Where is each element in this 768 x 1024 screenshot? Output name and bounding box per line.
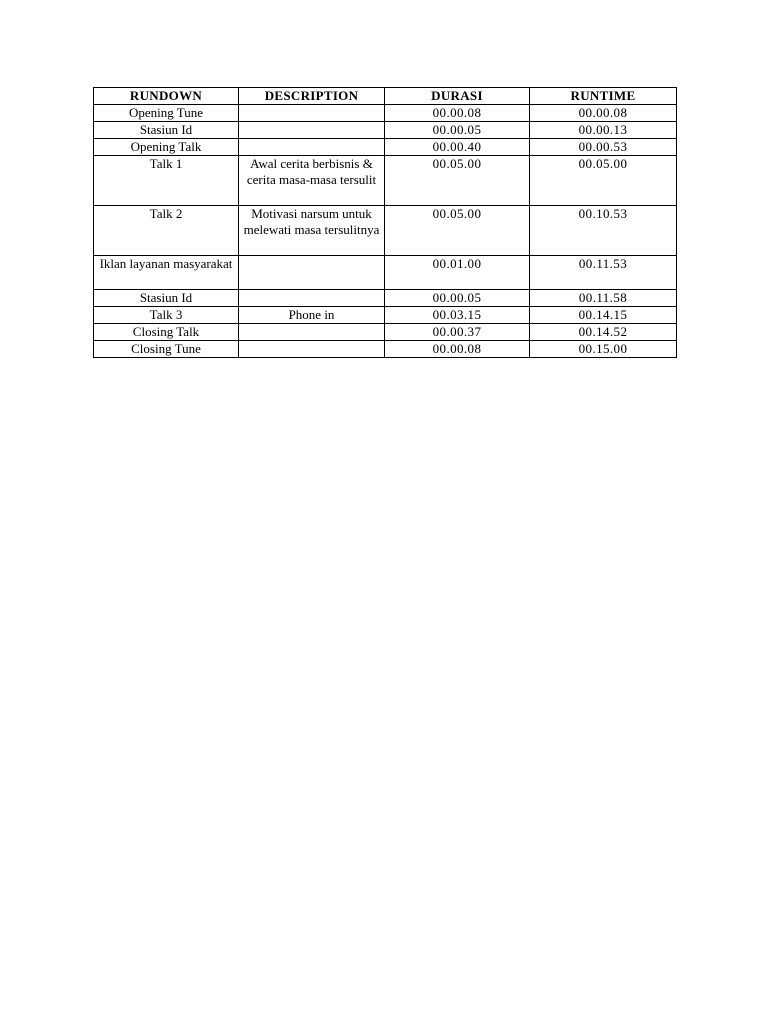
cell-runtime: 00.00.53: [530, 139, 677, 156]
cell-description: Motivasi narsum untuk melewati masa tersulitnya: [239, 206, 385, 256]
table-row: [94, 290, 677, 307]
cell-rundown: Talk 3: [94, 307, 239, 324]
cell-runtime: 00.14.52: [530, 324, 677, 341]
cell-description: [239, 105, 385, 122]
cell-rundown: Closing Tune: [94, 341, 239, 358]
cell-durasi: 00.00.05: [385, 290, 530, 307]
cell-rundown: Iklan layanan masyarakat: [94, 256, 239, 290]
cell-runtime: 00.00.13: [530, 122, 677, 139]
cell-rundown: Opening Tune: [94, 105, 239, 122]
cell-durasi: 00.05.00: [385, 156, 530, 206]
header-rundown: RUNDOWN: [94, 88, 239, 105]
cell-description: [239, 256, 385, 290]
cell-rundown: Talk 1: [94, 156, 239, 206]
cell-durasi: 00.00.37: [385, 324, 530, 341]
cell-runtime: 00.05.00: [530, 156, 677, 206]
cell-durasi: 00.03.15: [385, 307, 530, 324]
cell-runtime: 00.00.08: [530, 105, 677, 122]
cell-description: [239, 324, 385, 341]
table-header-row: [94, 88, 677, 105]
cell-rundown: Stasiun Id: [94, 122, 239, 139]
table-row: [94, 307, 677, 324]
cell-description: [239, 341, 385, 358]
cell-durasi: 00.00.05: [385, 122, 530, 139]
cell-description: Awal cerita berbisnis & cerita masa-masa tersulit: [239, 156, 385, 206]
cell-description: [239, 290, 385, 307]
cell-runtime: 00.11.53: [530, 256, 677, 290]
cell-durasi: 00.00.08: [385, 105, 530, 122]
table-row: [94, 122, 677, 139]
table-row: [94, 206, 677, 256]
rundown-table: [93, 87, 677, 358]
header-runtime: RUNTIME: [530, 88, 677, 105]
cell-rundown: Stasiun Id: [94, 290, 239, 307]
table-row: [94, 341, 677, 358]
cell-durasi: 00.01.00: [385, 256, 530, 290]
cell-rundown: Talk 2: [94, 206, 239, 256]
table-row: [94, 139, 677, 156]
cell-runtime: 00.14.15: [530, 307, 677, 324]
cell-description: Phone in: [239, 307, 385, 324]
cell-runtime: 00.11.58: [530, 290, 677, 307]
cell-runtime: 00.10.53: [530, 206, 677, 256]
table-row: [94, 324, 677, 341]
cell-durasi: 00.00.08: [385, 341, 530, 358]
table-row: [94, 105, 677, 122]
cell-description: [239, 122, 385, 139]
header-durasi: DURASI: [385, 88, 530, 105]
cell-durasi: 00.05.00: [385, 206, 530, 256]
cell-rundown: Opening Talk: [94, 139, 239, 156]
cell-durasi: 00.00.40: [385, 139, 530, 156]
header-description: DESCRIPTION: [239, 88, 385, 105]
cell-description: [239, 139, 385, 156]
cell-runtime: 00.15.00: [530, 341, 677, 358]
table-row: [94, 256, 677, 290]
table-row: [94, 156, 677, 206]
cell-rundown: Closing Talk: [94, 324, 239, 341]
